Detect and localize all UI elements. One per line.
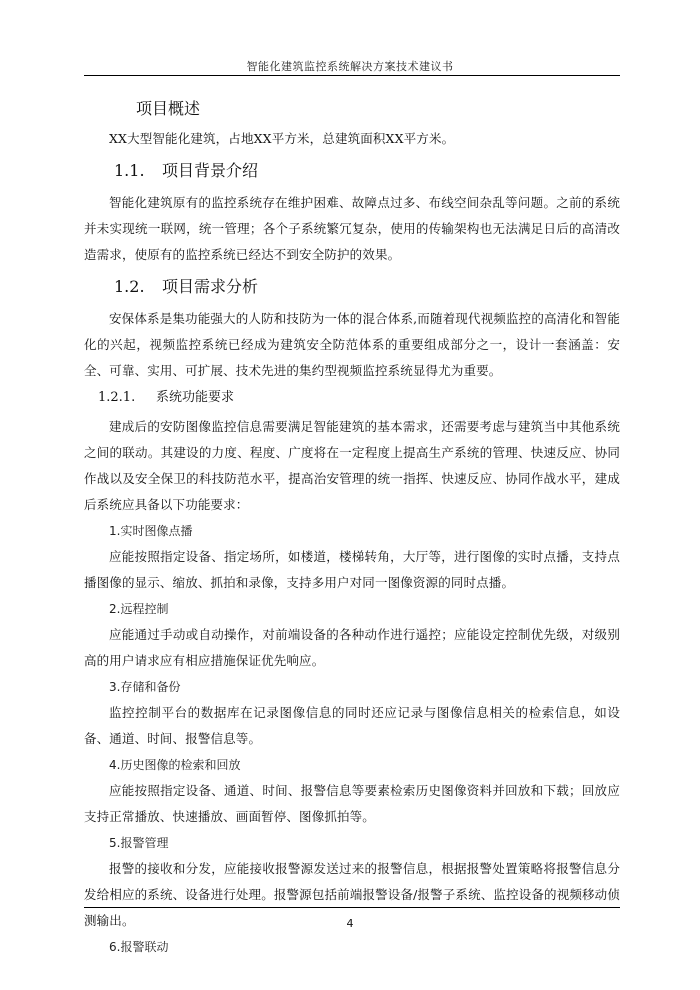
header-divider xyxy=(84,75,620,76)
subsection-title: 项目背景介绍 xyxy=(162,161,259,180)
background-paragraph: 智能化建筑原有的监控系统存在维护困难、故障点过多、布线空间杂乱等问题。之前的系统并未实现统一联网，统一管理；各个子系统繁冗复杂，使用的传输架构也无法满足日后的高清改造需求，使原有的监控系统已经达不到安全防护的效果。 xyxy=(84,195,620,262)
function-item-description: 监控控制平台的数据库在记录图像信息的同时还应记录与图像信息相关的检索信息，如设备、通道、时间、报警信息等。 xyxy=(84,705,620,746)
functions-paragraph: 建成后的安防图像监控信息需要满足智能建筑的基本需求，还需要考虑与建筑当中其他系统之间的联动。其建设的力度、程度、广度将在一定程度上提高生产系统的管理、快速反应、协同作战以及安全保卫的科技防范水平，提高治安管理的统一指挥、快速反应、协同作战水平，建成后系统应具备以下功能要求： xyxy=(84,419,620,512)
subsubsection-number: 1.2.1. xyxy=(98,390,136,405)
document-header-title: 智能化建筑监控系统解决方案技术建议书 xyxy=(246,60,454,73)
subsubsection-title: 系统功能要求 xyxy=(156,390,235,405)
subsection-heading-background xyxy=(114,158,620,184)
section-intro: XX大型智能化建筑，占地XX平方米，总建筑面积XX平方米。 xyxy=(109,131,455,146)
function-item-label: 6.报警联动 xyxy=(109,940,169,954)
section-heading: 项目概述 xyxy=(136,99,201,118)
document-body xyxy=(84,96,620,960)
page-number: 4 xyxy=(346,917,354,930)
subsection-number: 1.1. xyxy=(114,161,145,180)
subsection-heading-requirements xyxy=(114,274,620,300)
function-item-label: 5.报警管理 xyxy=(109,836,169,850)
function-item-description: 报警的接收和分发，应能接收报警源发送过来的报警信息，根据报警处置策略将报警信息分发给相应的系统、设备进行处理。报警源包括前端报警设备/报警子系统、监控设备的视频移动侦测输出。 xyxy=(84,861,620,928)
subsection-number: 1.2. xyxy=(114,277,145,296)
function-item-description: 应能按照指定设备、指定场所，如楼道，楼梯转角，大厅等，进行图像的实时点播，支持点播图像的显示、缩放、抓拍和录像，支持多用户对同一图像资源的同时点播。 xyxy=(84,549,620,590)
requirements-paragraph: 安保体系是集功能强大的人防和技防为一体的混合体系,而随着现代视频监控的高清化和智能化的兴起，视频监控系统已经成为建筑安全防范体系的重要组成部分之一，设计一套涵盖：安全、可靠、实用、可扩展、技术先进的集约型视频监控系统显得尤为重要。 xyxy=(84,311,620,378)
function-item-label: 1.实时图像点播 xyxy=(109,524,193,538)
subsection-title: 项目需求分析 xyxy=(162,277,259,296)
subsubsection-heading-functions xyxy=(98,386,620,410)
function-item-description: 应能按照指定设备、通道、时间、报警信息等要素检索历史图像资料并回放和下载；回放应支持正常播放、快速播放、画面暂停、图像抓拍等。 xyxy=(84,783,620,824)
function-item-label: 2.远程控制 xyxy=(109,602,169,616)
function-item-label: 3.存储和备份 xyxy=(109,680,181,694)
function-item-label: 4.历史图像的检索和回放 xyxy=(109,758,241,772)
footer-divider xyxy=(84,907,620,908)
function-item-description: 应能通过手动或自动操作，对前端设备的各种动作进行遥控；应能设定控制优先级，对级别高的用户请求应有相应措施保证优先响应。 xyxy=(84,627,620,668)
